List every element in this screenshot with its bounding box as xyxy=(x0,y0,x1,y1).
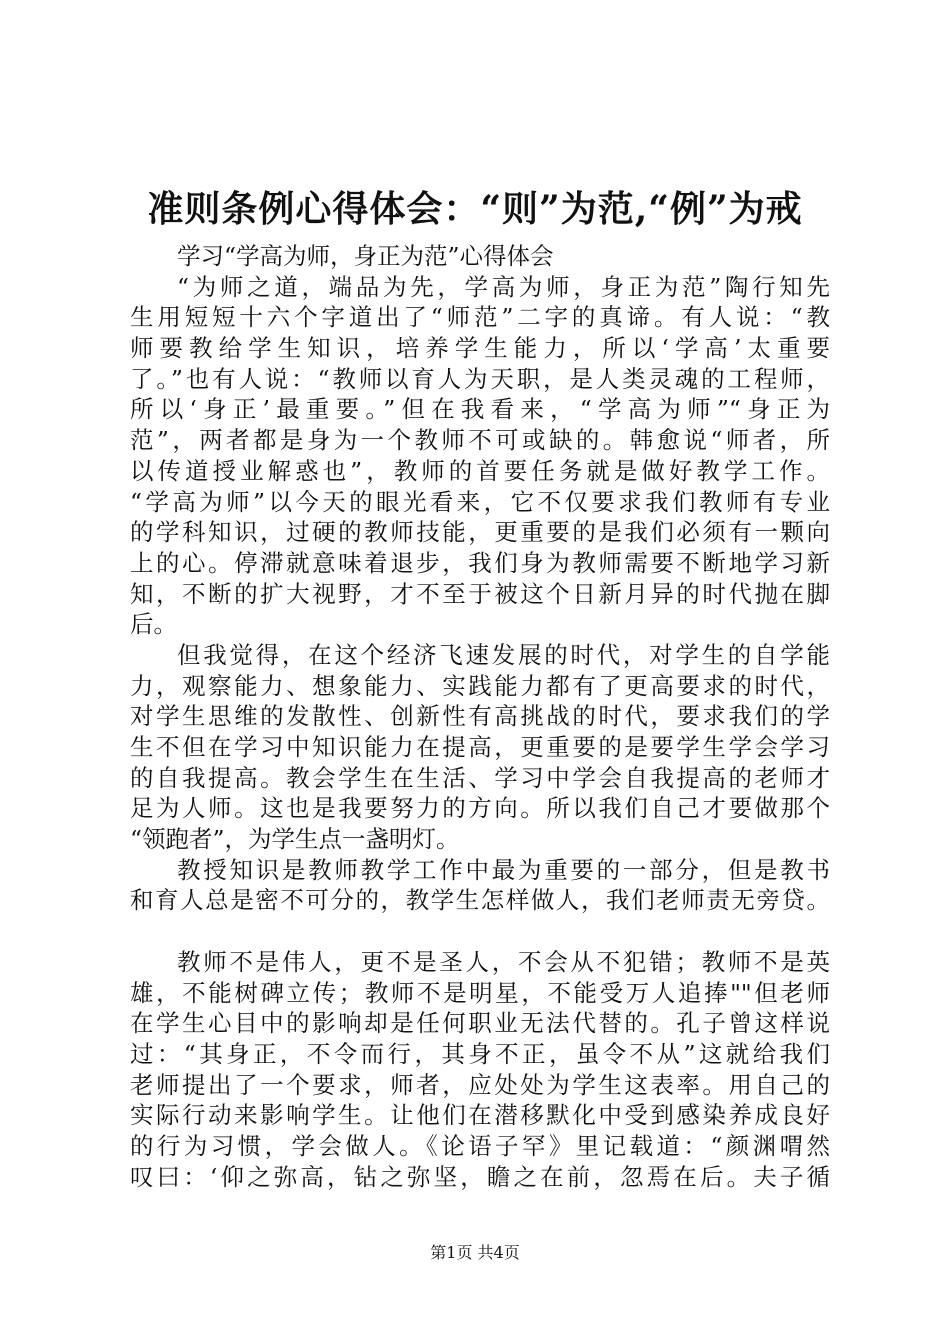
paragraph-line: 实际行动来影响学生。让他们在潜移默化中受到感染养成良好 xyxy=(130,1101,830,1130)
paragraph-line: 范”，两者都是身为一个教师不可或缺的。韩愈说“师者，所 xyxy=(130,426,830,455)
paragraph-line: “学高为师”以今天的眼光看来，它不仅要求我们教师有专业 xyxy=(130,487,830,516)
page-indicator: 第1页 共4页 xyxy=(430,1243,520,1262)
paragraph-line: 的自我提高。教会学生在生活、学习中学会自我提高的老师才 xyxy=(130,763,830,792)
document-body xyxy=(130,241,830,1192)
blank-line xyxy=(130,916,830,947)
paragraph-line: 足为人师。这也是我要努力的方向。所以我们自己才要做那个 xyxy=(130,794,830,823)
paragraph-line: 和育人总是密不可分的，教学生怎样做人，我们老师责无旁贷。 xyxy=(130,886,830,915)
paragraph-line: 知，不断的扩大视野，才不至于被这个日新月异的时代抛在脚 xyxy=(130,579,830,608)
paragraph-line: 力，观察能力、想象能力、实践能力都有了更高要求的时代， xyxy=(130,671,830,700)
paragraph-line: 的行为习惯，学会做人。《论语子罕》里记载道：“颜渊喟然 xyxy=(130,1131,830,1160)
document-title: 准则条例心得体会：“则”为范,“例”为戒 xyxy=(147,188,803,230)
paragraph-line: 了。”也有人说：“教师以育人为天职，是人类灵魂的工程师， xyxy=(130,364,830,393)
paragraph-line: “领跑者”，为学生点一盏明灯。 xyxy=(130,825,460,854)
paragraph-line: “为师之道，端品为先，学高为师，身正为范”陶行知先 xyxy=(177,272,830,301)
paragraph-line: 生用短短十六个字道出了“师范”二字的真谛。有人说：“教 xyxy=(130,303,830,332)
paragraph-line: 教授知识是教师教学工作中最为重要的一部分，但是教书 xyxy=(177,855,830,884)
paragraph-line: 教师不是伟人，更不是圣人，不会从不犯错；教师不是英 xyxy=(177,947,830,976)
paragraph-line: 的学科知识，过硬的教师技能，更重要的是我们必须有一颗向 xyxy=(130,518,830,547)
paragraph-line: 以传道授业解惑也”，教师的首要任务就是做好教学工作。 xyxy=(130,456,830,485)
paragraph-line: 过：“其身正，不令而行，其身不正，虽令不从”这就给我们 xyxy=(130,1039,830,1068)
paragraph-line: 生不但在学习中知识能力在提高，更重要的是要学生学会学习 xyxy=(130,733,830,761)
paragraph-line: 师要教给学生知识，培养学生能力，所以‘学高’太重要 xyxy=(130,334,830,363)
paragraph-line: 在学生心目中的影响却是任何职业无法代替的。孔子曾这样说 xyxy=(130,1009,830,1038)
subtitle-line: 学习“学高为师，身正为范”心得体会 xyxy=(177,242,554,270)
paragraph-line: 叹曰：‘仰之弥高，钻之弥坚，瞻之在前，忽焉在后。夫子循 xyxy=(130,1162,830,1191)
paragraph-line: 对学生思维的发散性、创新性有高挑战的时代，要求我们的学 xyxy=(130,702,830,731)
paragraph-line: 上的心。停滞就意味着退步，我们身为教师需要不断地学习新 xyxy=(130,548,830,577)
paragraph-line: 雄，不能树碑立传；教师不是明星，不能受万人追捧""但老师 xyxy=(130,978,830,1007)
paragraph-line: 后。 xyxy=(130,610,177,639)
paragraph-line: 所以‘身正’最重要。”但在我看来，“学高为师”“身正为 xyxy=(130,395,830,424)
paragraph-line: 老师提出了一个要求，师者，应处处为学生这表率。用自己的 xyxy=(130,1070,830,1099)
paragraph-line: 但我觉得，在这个经济飞速发展的时代，对学生的自学能 xyxy=(177,640,830,669)
